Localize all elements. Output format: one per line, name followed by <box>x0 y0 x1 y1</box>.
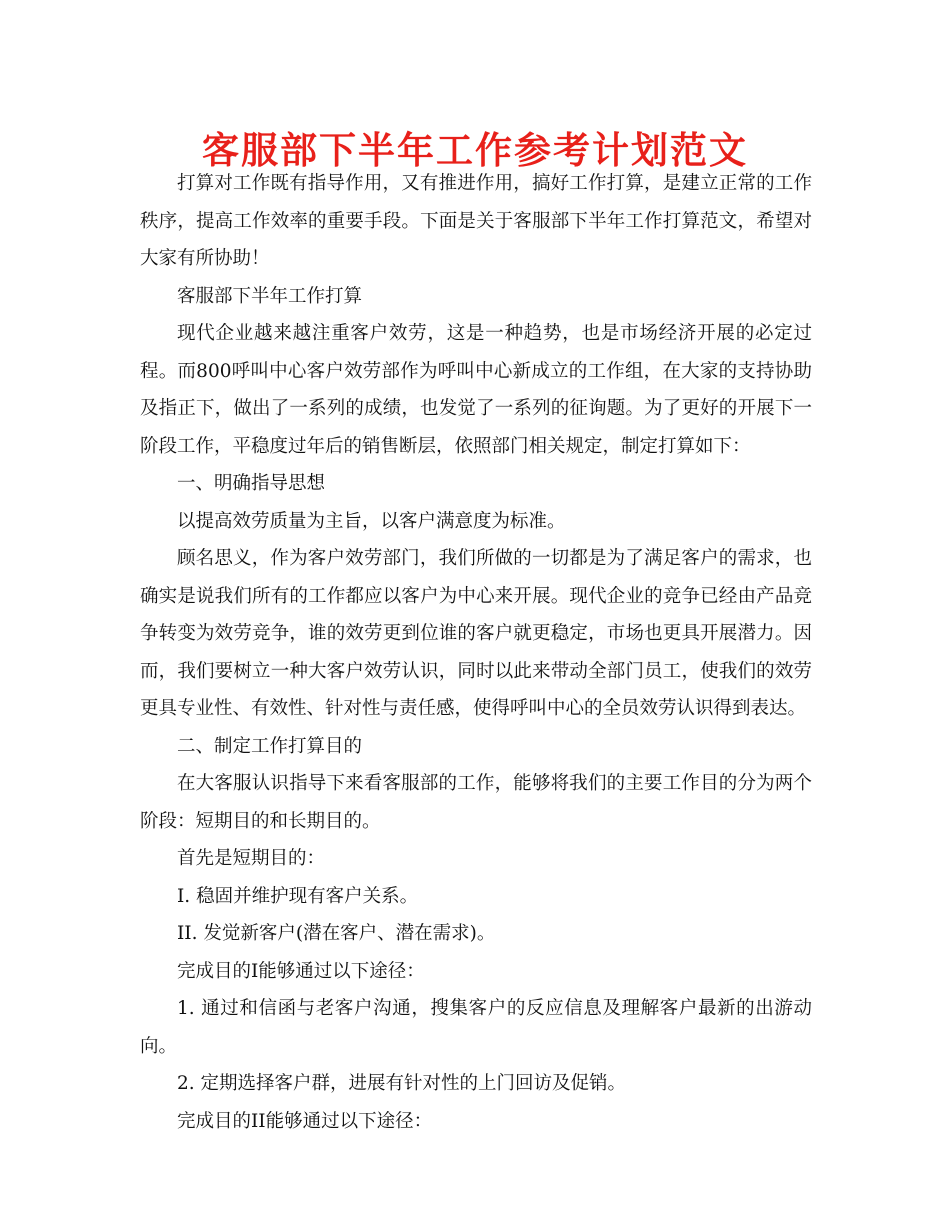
paragraph: 顾名思义，作为客户效劳部门，我们所做的一切都是为了满足客户的需求，也确实是说我们所有的工作都应以客户为中心来开展。现代企业的竞争已经由产品竞争转变为效劳竞争，谁的效劳更到位谁的客户就更稳定，市场也更具开展潜力。因而，我们要树立一种大客户效劳认识，同时以此来带动全部门员工，使我们的效劳更具专业性、有效性、针对性与责任感，使得呼叫中心的全员效劳认识得到表达。 <box>140 548 812 719</box>
paragraph: 以提高效劳质量为主旨，以客户满意度为标准。 <box>177 510 566 532</box>
paragraph: 现代企业越来越注重客户效劳，这是一种趋势，也是市场经济开展的必定过程。而800呼叫中心客户效劳部作为呼叫中心新成立的工作组，在大家的支持协助及指正下，做出了一系列的成绩，也发觉了一系列的征询题。为了更好的开展下一阶段工作，平稳度过年后的销售断层，依照部门相关规定，制定打算如下： <box>140 323 812 457</box>
intro-paragraph: 打算对工作既有指导作用，又有推进作用，搞好工作打算，是建立正常的工作秩序，提高工作效率的重要手段。下面是关于客服部下半年工作打算范文，希望对大家有所协助！ <box>140 173 812 269</box>
paragraph: 完成目的I能够通过以下途径： <box>177 960 425 982</box>
document-title: 客服部下半年工作参考计划范文 <box>202 129 748 172</box>
paragraph: 完成目的II能够通过以下途径： <box>177 1110 433 1132</box>
paragraph: 在大客服认识指导下来看客服部的工作，能够将我们的主要工作目的分为两个阶段：短期目的和长期目的。 <box>140 773 812 832</box>
section-heading-2: 二、制定工作打算目的 <box>177 735 363 757</box>
list-item: 1. 通过和信函与老客户沟通，搜集客户的反应信息及理解客户最新的出游动向。 <box>140 998 812 1057</box>
list-item: II. 发觉新客户(潜在客户、潜在需求)。 <box>177 923 496 944</box>
document-body <box>140 165 812 1140</box>
section-heading-1: 一、明确指导思想 <box>177 473 326 494</box>
paragraph: 首先是短期目的： <box>177 848 326 869</box>
list-item: I. 稳固并维护现有客户关系。 <box>177 885 419 907</box>
section-heading-plan: 客服部下半年工作打算 <box>177 285 363 307</box>
list-item: 2. 定期选择客户群，进展有针对性的上门回访及促销。 <box>177 1073 627 1094</box>
